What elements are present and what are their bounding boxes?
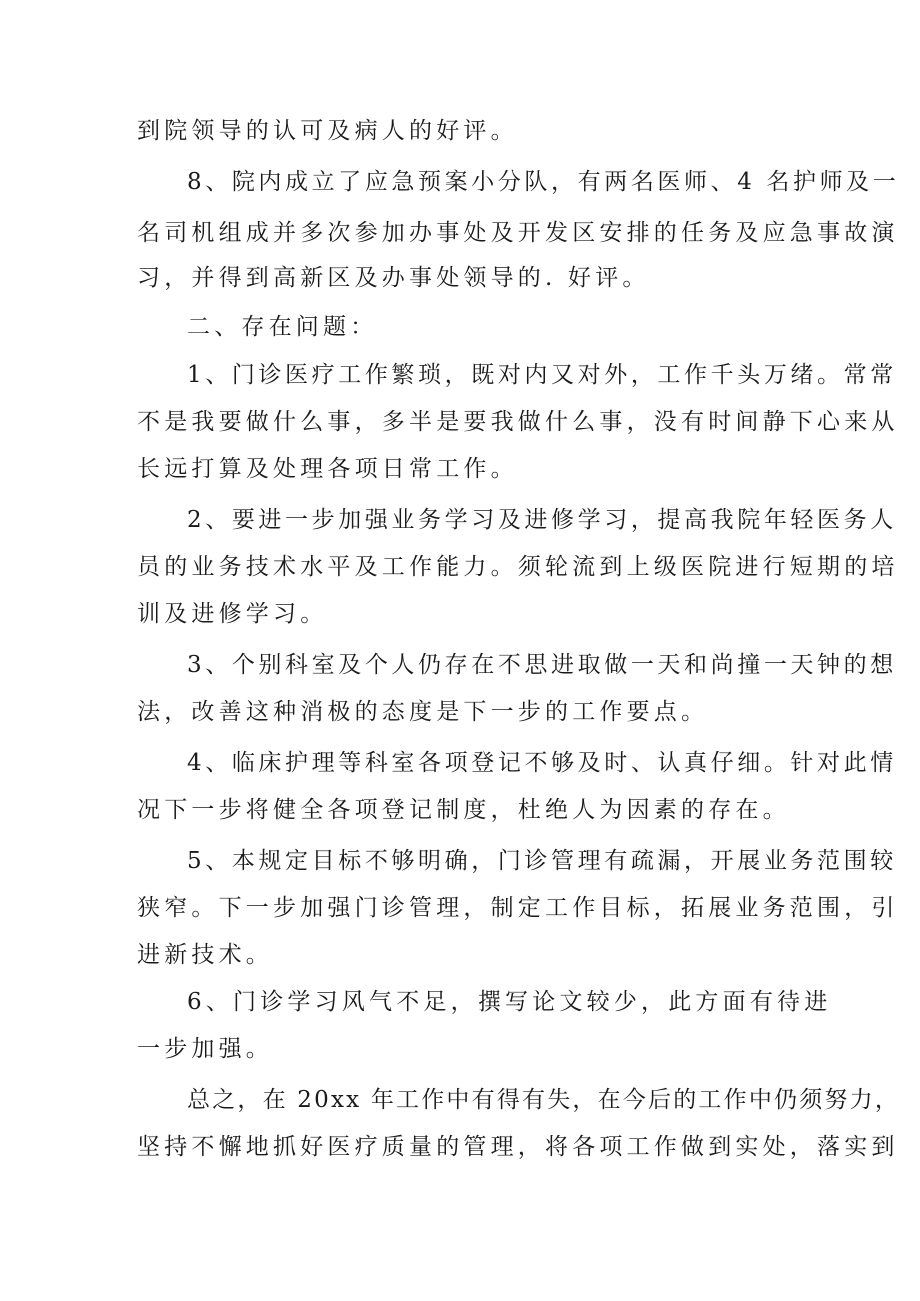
text-line: 总之，在 20xx 年工作中有得有失，在今后的工作中仍须努力， bbox=[187, 1087, 901, 1113]
text-line: 到院领导的认可及病人的好评。 bbox=[137, 118, 518, 144]
text-line: 习，并得到高新区及办事处领导的. 好评。 bbox=[137, 265, 650, 291]
text-line: 4、临床护理等科室各项登记不够及时、认真仔细。针对此情 bbox=[187, 750, 897, 776]
text-line: 长远打算及处理各项日常工作。 bbox=[137, 456, 518, 482]
text-line: 8、院内成立了应急预案小分队，有两名医师、4 名护师及一 bbox=[187, 169, 900, 195]
text-line: 法，改善这种消极的态度是下一步的工作要点。 bbox=[137, 699, 709, 725]
text-line: 进新技术。 bbox=[137, 942, 273, 968]
text-line: 况下一步将健全各项登记制度，杜绝人为因素的存在。 bbox=[137, 797, 790, 823]
text-line: 2、要进一步加强业务学习及进修学习，提高我院年轻医务人 bbox=[187, 507, 897, 533]
text-line: 3、个别科室及个人仍存在不思进取做一天和尚撞一天钟的想 bbox=[187, 652, 897, 678]
text-line: 训及进修学习。 bbox=[137, 601, 328, 627]
text-line: 坚持不懈地抓好医疗质量的管理，将各项工作做到实处，落实到 bbox=[137, 1134, 899, 1160]
text-line: 狭窄。下一步加强门诊管理，制定工作目标，拓展业务范围，引 bbox=[137, 895, 899, 921]
text-line: 6、门诊学习风气不足，撰写论文较少，此方面有待进 bbox=[187, 989, 832, 1015]
text-line: 1、门诊医疗工作繁琐，既对内又对外，工作千头万绪。常常 bbox=[187, 362, 897, 388]
text-line: 员的业务技术水平及工作能力。须轮流到上级医院进行短期的培 bbox=[137, 554, 899, 580]
text-line: 一步加强。 bbox=[137, 1036, 273, 1062]
text-line: 不是我要做什么事，多半是要我做什么事，没有时间静下心来从 bbox=[137, 409, 899, 435]
text-line: 名司机组成并多次参加办事处及开发区安排的任务及应急事故演 bbox=[137, 220, 899, 246]
text-line: 5、本规定目标不够明确，门诊管理有疏漏，开展业务范围较 bbox=[187, 848, 897, 874]
section-heading: 二、存在问题： bbox=[187, 314, 378, 340]
